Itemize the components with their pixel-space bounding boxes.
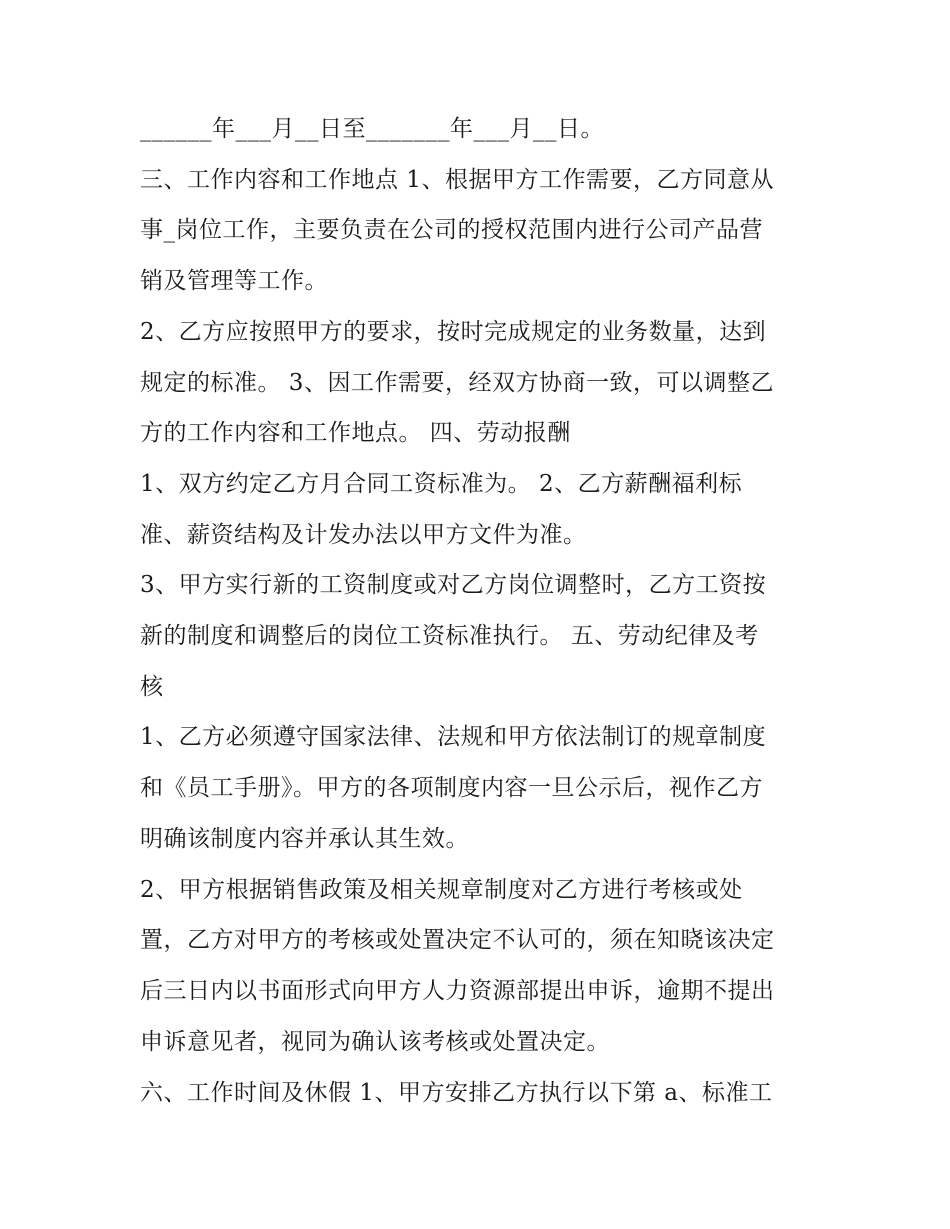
text-line: ______年___月__日至_______年___月__日。 <box>140 116 604 142</box>
text-line: 方的工作内容和工作地点。 四、劳动报酬 <box>140 420 571 446</box>
text-line: 1、双方约定乙方月合同工资标准为。 2、乙方薪酬福利标 <box>140 471 743 497</box>
text-line: 准、薪资结构及计发办法以甲方文件为准。 <box>140 522 587 548</box>
text-line: 2、乙方应按照甲方的要求，按时完成规定的业务数量，达到 <box>140 319 767 345</box>
text-line: 三、工作内容和工作地点 1、根据甲方工作需要，乙方同意从 <box>140 167 774 193</box>
text-line: 和《员工手册》。甲方的各项制度内容一旦公示后，视作乙方 <box>140 775 763 801</box>
text-line: 置，乙方对甲方的考核或处置决定不认可的，须在知晓该决定 <box>140 927 775 953</box>
text-line: 申诉意见者，视同为确认该考核或处置决定。 <box>140 1029 610 1055</box>
text-line: 六、工作时间及休假 1、甲方安排乙方执行以下第 a、标准工 <box>140 1080 773 1106</box>
text-line: 明确该制度内容并承认其生效。 <box>140 826 469 852</box>
text-line: 1、乙方必须遵守国家法律、法规和甲方依法制订的规章制度 <box>140 724 767 750</box>
text-line: 3、甲方实行新的工资制度或对乙方岗位调整时，乙方工资按 <box>140 572 767 598</box>
text-line: 2、甲方根据销售政策及相关规章制度对乙方进行考核或处 <box>140 877 743 903</box>
text-line: 规定的标准。 3、因工作需要，经双方协商一致，可以调整乙 <box>140 370 774 396</box>
text-line: 新的制度和调整后的岗位工资标准执行。 五、劳动纪律及考 <box>140 623 759 649</box>
text-line: 事_岗位工作，主要负责在公司的授权范围内进行公司产品营 <box>140 217 763 243</box>
text-line: 后三日内以书面形式向甲方人力资源部提出申诉，逾期不提出 <box>140 978 775 1004</box>
text-line: 核 <box>140 674 164 700</box>
text-line: 销及管理等工作。 <box>140 268 328 294</box>
